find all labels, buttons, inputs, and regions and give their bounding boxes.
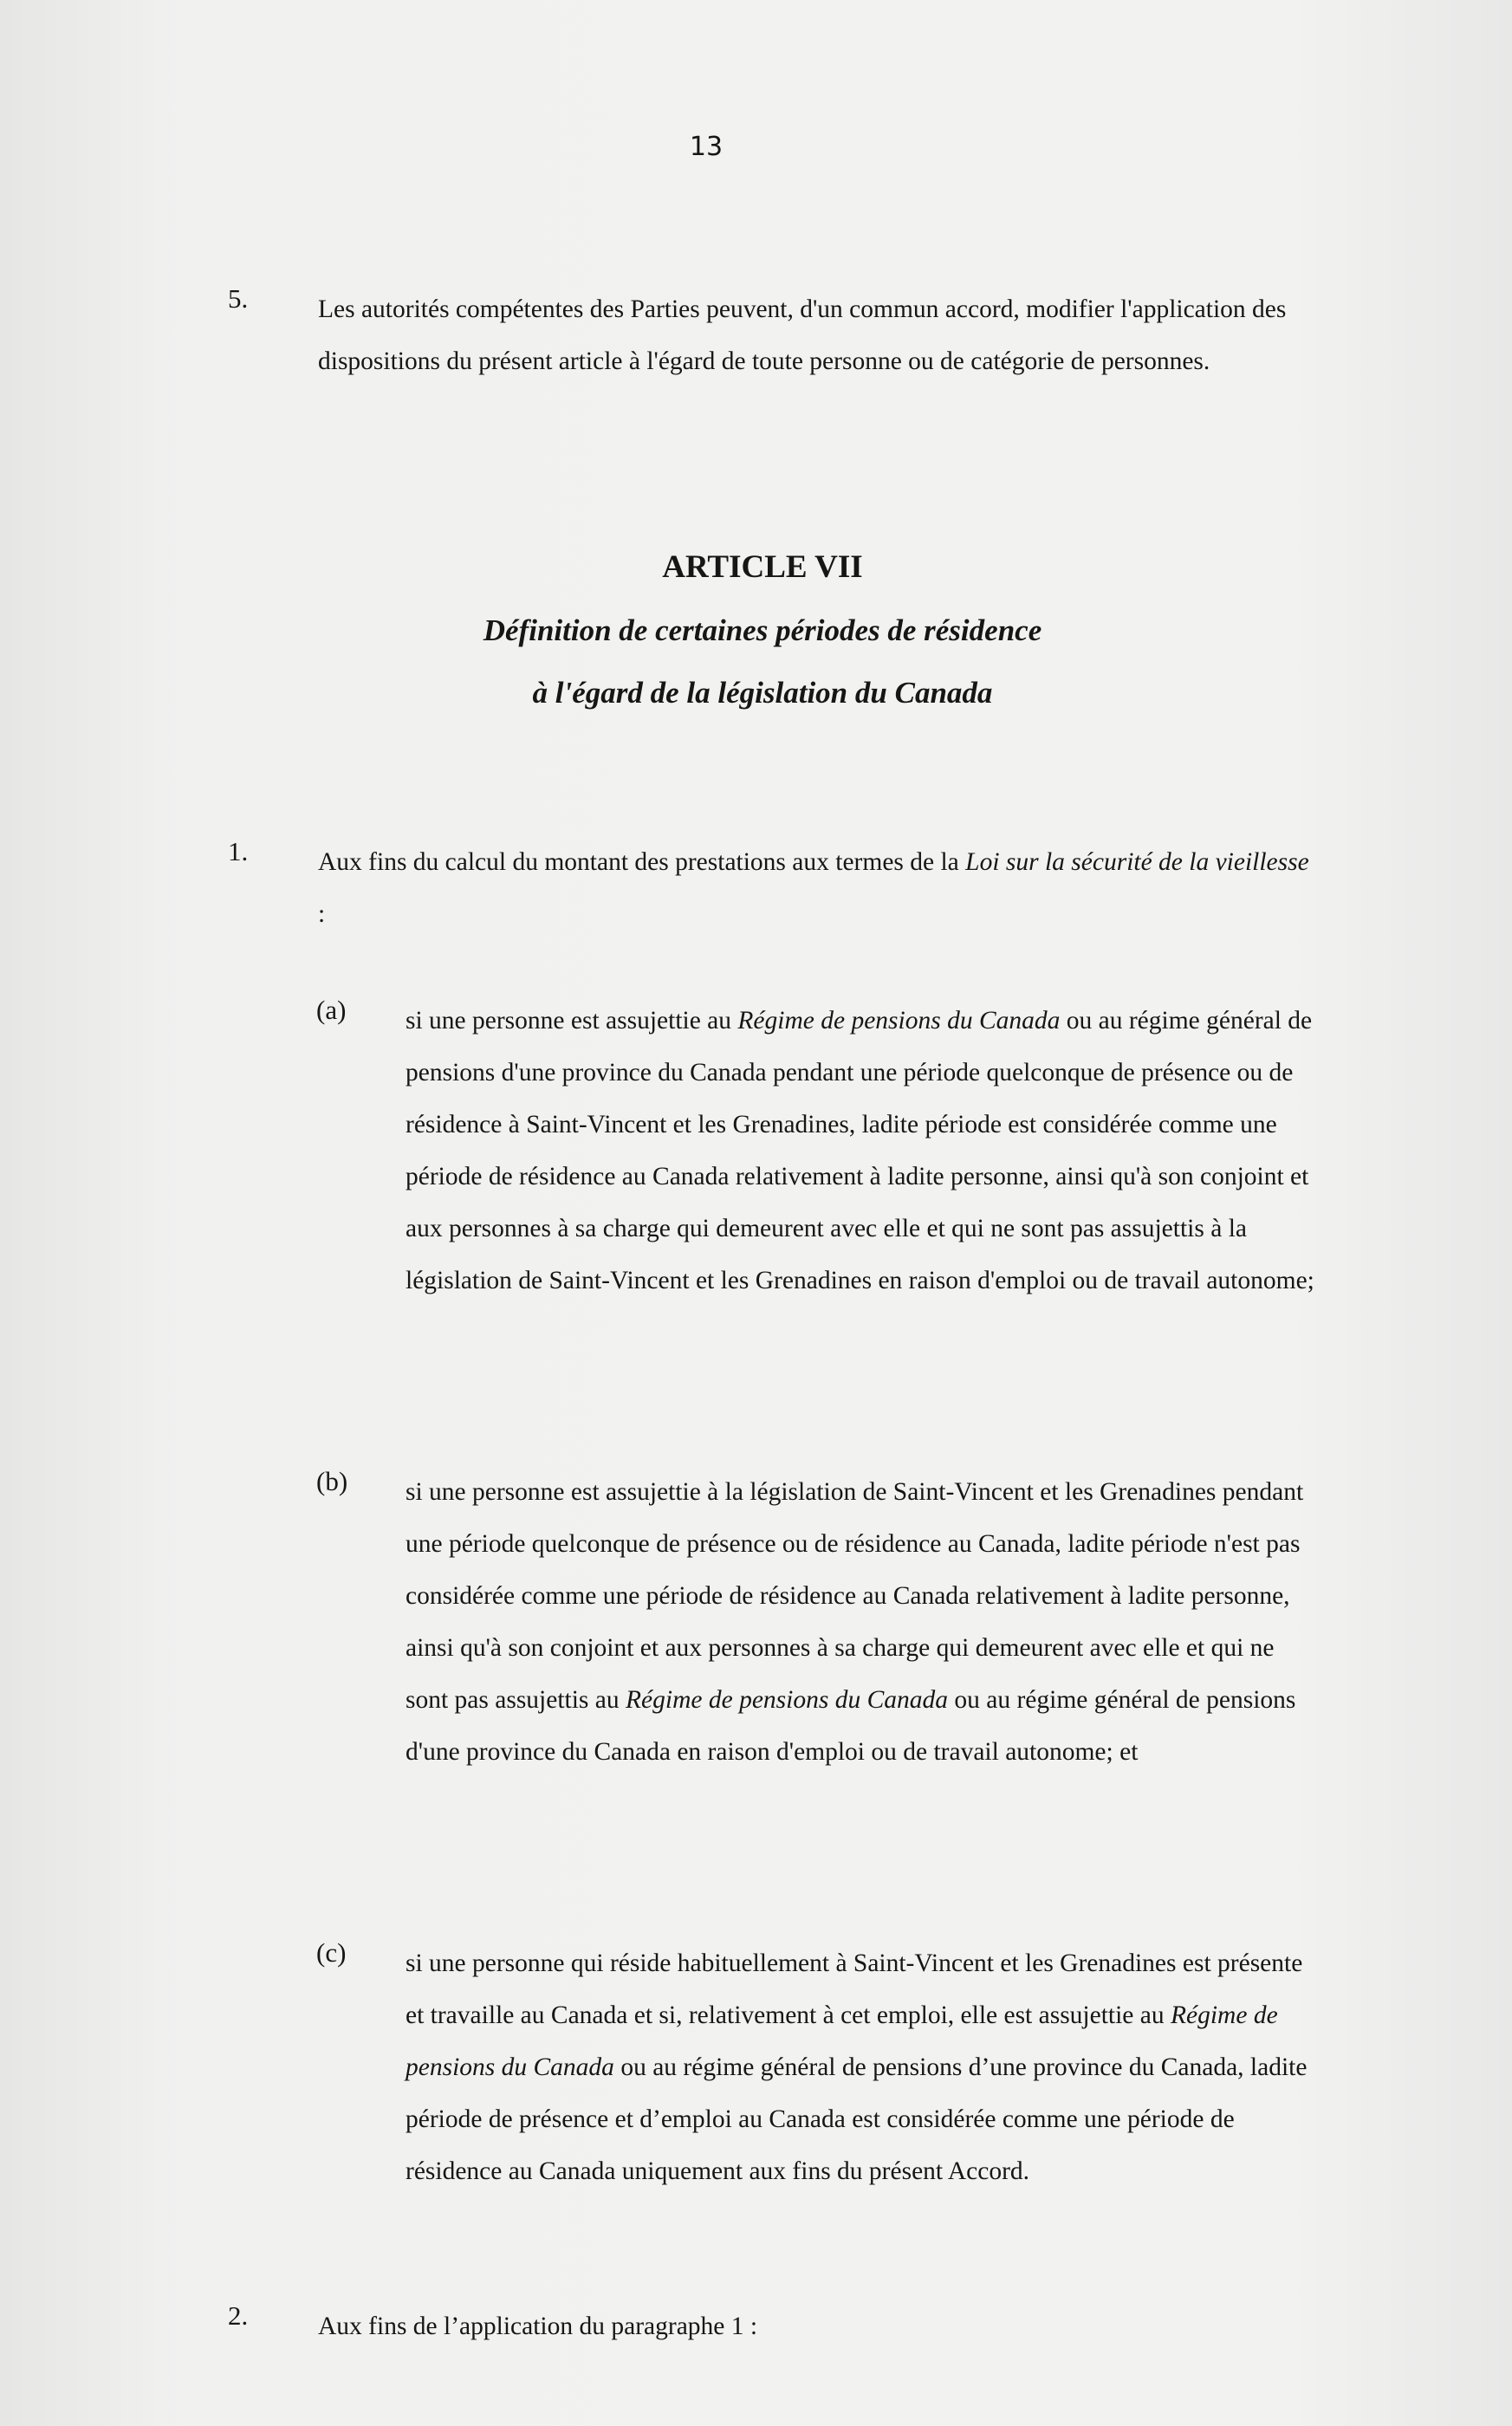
page-number: 13 <box>689 132 724 162</box>
paragraph-5-number: 5. <box>228 283 249 314</box>
subparagraph-c-text <box>406 1937 1315 2197</box>
article-subtitle-line-1: Définition de certaines périodes de résidence <box>483 613 1042 647</box>
article-title: ARTICLE VII <box>662 549 863 585</box>
paragraph-5-text: Les autorités compétentes des Parties peuvent, d'un commun accord, modifier l'application des dispositions du présent article à l'égard de toute personne ou de catégorie de personnes. <box>318 295 1287 375</box>
paragraph-1-text-before: Aux fins du calcul du montant des prestations aux termes de la <box>318 848 966 876</box>
paragraph-2-number: 2. <box>228 2300 249 2331</box>
subparagraph-b-label: (b) <box>316 1466 348 1496</box>
paragraph-1-law-title: Loi sur la sécurité de la vieillesse <box>965 848 1309 876</box>
subparagraph-a-label: (a) <box>316 995 347 1025</box>
subparagraph-a-plan-name: Régime de pensions du Canada <box>737 1007 1061 1035</box>
paragraph-2-text: Aux fins de l’application du paragraphe 1 : <box>318 2312 758 2340</box>
subparagraph-b-text-after: ou au régime général de pensions d'une province du Canada en raison d'emploi ou de travail autonome; et <box>406 1686 1296 1766</box>
subparagraph-b-text <box>406 1466 1315 1778</box>
subparagraph-c-plan-name: Régime de pensions du Canada <box>406 2001 1278 2081</box>
paragraph-1-text <box>318 836 1314 940</box>
paragraph-1-number: 1. <box>228 836 249 866</box>
article-subtitle-line-2: à l'égard de la législation du Canada <box>532 676 993 710</box>
paragraph-1-text-after: : <box>318 900 326 928</box>
subparagraph-b-text-before: si une personne est assujettie à la législation de Saint-Vincent et les Grenadines pendant une période quelconque de présence ou de résidence au Canada, ladite période n'est pas considérée comme une période de résidence au Canada relativement à ladite personne, ainsi qu'à son conjoint et aux personnes à sa charge qui demeurent avec elle et qui ne sont pas assujettis au <box>406 1478 1304 1714</box>
subparagraph-a-text-before: si une personne est assujettie au <box>406 1007 738 1035</box>
subparagraph-b-plan-name: Régime de pensions du Canada <box>626 1686 948 1714</box>
subparagraph-a-text <box>406 995 1315 1307</box>
subparagraph-a-text-after: ou au régime général de pensions d'une province du Canada pendant une période quelconque de présence ou de résidence à Saint-Vincent et les Grenadines, ladite période est considérée comme une période de résidence au Canada relativement à ladite personne, ainsi qu'à son conjoint et aux personnes à sa charge qui demeurent avec elle et qui ne sont pas assujettis à la législation de Saint-Vincent et les Grenadines en raison d'emploi ou de travail autonome; <box>406 1007 1314 1294</box>
subparagraph-c-text-after: ou au régime général de pensions d’une province du Canada, ladite période de présence et d’emploi au Canada est considérée comme une période de résidence au Canada uniquement aux fins du présent Accord. <box>406 2053 1308 2185</box>
subparagraph-c-label: (c) <box>316 1937 347 1968</box>
subparagraph-c-text-before: si une personne qui réside habituellement à Saint-Vincent et les Grenadines est présente et travaille au Canada et si, relativement à cet emploi, elle est assujettie au <box>406 1949 1303 2029</box>
